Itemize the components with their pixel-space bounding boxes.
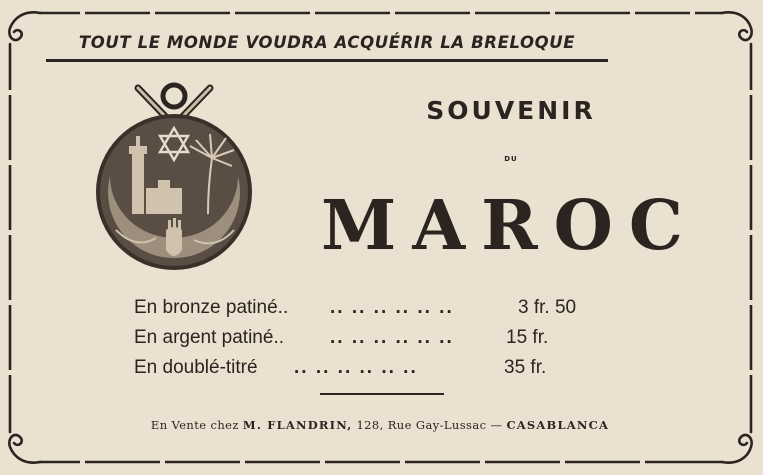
title-connector: DU [504,155,518,163]
price-value: 3 fr. 50 [518,297,577,318]
souvenir-medal-image [86,80,262,276]
price-row-bronze [134,295,614,325]
hamsa-hand-icon [166,218,182,256]
price-leader-dots: .. .. .. .. .. .. [294,357,418,378]
footer-merchant: M. FLANDRIN, [242,418,353,432]
price-item-label: En argent patiné.. [134,327,284,348]
price-item-label: En bronze patiné.. [134,297,289,318]
footer-address [90,418,670,432]
price-leader-dots: .. .. .. .. .. .. [330,297,454,318]
price-leader-dots: .. .. .. .. .. .. [330,327,454,348]
price-value: 15 fr. [506,327,549,348]
footer-address-text: 128, Rue Gay-Lussac — [356,418,503,432]
title-maroc: MAROC [321,186,699,266]
footer-prefix: En Vente chez [150,418,239,432]
headline: TOUT LE MONDE VOUDRA ACQUÉRIR LA BRELOQUE [46,33,608,62]
title-souvenir: SOUVENIR [426,96,596,125]
divider [320,393,444,395]
price-row-double [134,355,614,385]
price-value: 35 fr. [504,357,547,378]
price-row-argent [134,325,614,355]
footer-city: CASABLANCA [506,418,610,432]
price-list [134,295,614,385]
price-item-label: En doublé-titré [134,357,258,378]
